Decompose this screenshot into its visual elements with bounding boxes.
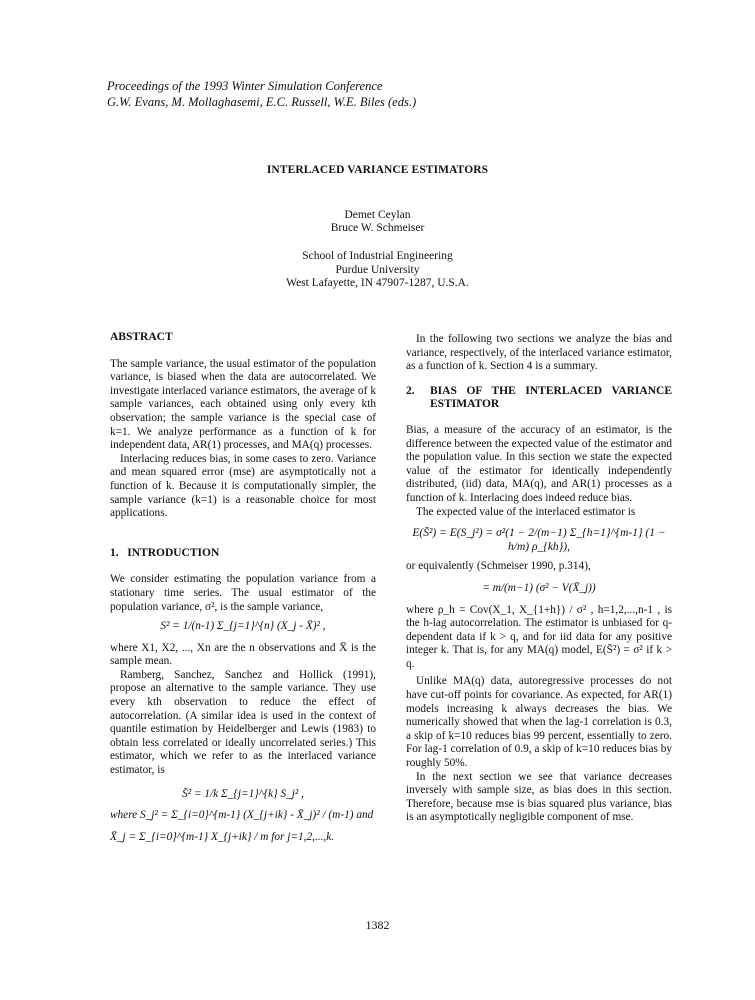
proceedings-title: Proceedings of the 1993 Winter Simulation Conference bbox=[107, 79, 383, 93]
left-column bbox=[110, 331, 376, 852]
intro-paragraph-1: We consider estimating the population variance from a stationary time series. The usual estimator of the population variance, σ², is the sample variance, bbox=[110, 573, 376, 613]
authors bbox=[0, 209, 755, 235]
introduction-heading: 1. INTRODUCTION bbox=[110, 546, 220, 559]
section-2-number: 2. bbox=[406, 384, 415, 397]
abstract-paragraph-2: Interlacing reduces bias, in some cases to zero. Variance and mean squared error (mse) are asymptotically not a function of k. Because it is computationally simpler, the sample variance (k=1) is a reasonable choice for most applications. bbox=[110, 452, 376, 520]
affiliation-school: School of Industrial Engineering bbox=[302, 250, 453, 262]
section-2-heading bbox=[406, 385, 672, 412]
author-2: Bruce W. Schmeiser bbox=[330, 222, 425, 234]
paper-title: INTERLACED VARIANCE ESTIMATORS bbox=[266, 164, 489, 176]
paragraph-bias-definition: Bias, a measure of the accuracy of an estimator, is the difference between the expected value of the estimator and the population value. In this section we state the expected value of the estimator for identically independently distributed, (iid) data, MA(q), and AR(1) processes as a function of k. Interlacing does indeed reduce bias. bbox=[406, 423, 672, 504]
paragraph-next-section: In the next section we see that variance decreases inversely with sample size, as bias does in this section. Therefore, because mse is bias squared plus variance, bias is an asymptotically negligible component of mse. bbox=[406, 770, 672, 824]
paragraph-expected-value: The expected value of the interlaced estimator is bbox=[416, 505, 636, 518]
intro-paragraph-2: Ramberg, Sanchez, Sanchez and Hollick (1991), propose an alternative to the sample variance. They use every kth observation to reduce the effect of autocorrelation. (A similar idea is used in the context of quantile estimation by Heidelberger and Lewis (1983) to obtain less correlated or ideally uncorrelated series.) This estimator, which we refer to as the interlaced variance estimator, is bbox=[110, 668, 376, 777]
affiliation-university: Purdue University bbox=[335, 263, 420, 276]
equation-interlaced-estimator: S̄² = 1/k Σ_{j=1}^{k} S_j² , bbox=[182, 787, 304, 800]
paragraph-autocorrelation: where ρ_h = Cov(X_1, X_{1+h}) / σ² , h=1,2,...,n-1 , is the h-lag autocorrelation. The estimator is unbiased for q-dependent data if k > q, and for iid data for any positive integer k. That is, for any MA(q) model, E(S̄²) = σ² if k > q. bbox=[406, 603, 672, 670]
equation-xbar-j-definition: X̄_j = Σ_{i=0}^{m-1} X_{j+ik} / m for j=1,2,...,k. bbox=[110, 830, 335, 843]
equation-equivalent-form: = m/(m−1) (σ² − V(X̄_j)) bbox=[482, 581, 596, 594]
paragraph-following-sections: In the following two sections we analyze the bias and variance, respectively, of the interlaced variance estimator, as a function of k. Section 4 is a summary. bbox=[406, 333, 672, 373]
equation-sample-variance: S² = 1/(n-1) Σ_{j=1}^{n} (X_j - X̄)² , bbox=[160, 620, 326, 633]
intro-paragraph-1b: where X1, X2, ..., Xn are the n observations and X̄ is the sample mean. bbox=[110, 641, 376, 668]
affiliation bbox=[0, 250, 755, 291]
proceedings-editors: G.W. Evans, M. Mollaghasemi, E.C. Russell, W.E. Biles (eds.) bbox=[107, 95, 417, 109]
author-1: Demet Ceylan bbox=[344, 209, 411, 221]
right-column bbox=[406, 333, 672, 825]
proceedings-header bbox=[107, 78, 416, 110]
page-number: 1382 bbox=[365, 918, 390, 932]
section-2-title: BIAS OF THE INTERLACED VARIANCE ESTIMATOR bbox=[430, 384, 672, 411]
paragraph-equivalently: or equivalently (Schmeiser 1990, p.314), bbox=[406, 560, 591, 573]
abstract-paragraph-1: The sample variance, the usual estimator of the population variance, is biased when the data are autocorrelated. We investigate interlaced variance estimators, the average of k sample variances, each obtained using only every kth observation; the sample variance is the special case of k=1. We analyze performance as a function of k for independent data, AR(1) processes, and MA(q) processes. bbox=[110, 357, 376, 452]
affiliation-address: West Lafayette, IN 47907-1287, U.S.A. bbox=[286, 277, 469, 289]
abstract-heading: ABSTRACT bbox=[110, 331, 173, 343]
paragraph-autoregressive: Unlike MA(q) data, autoregressive processes do not have cut-off points for covariance. As expected, for AR(1) models increasing k always decreases the bias. We numerically showed that when the lag-1 correlation is 0.3, a skip of k=10 reduces bias 99 percent, essentially to zero. For lag-1 correlation of 0.9, a skip of k=10 reduces bias by roughly 50%. bbox=[406, 675, 672, 770]
equation-expected-value: E(S̄²) = E(S_j²) = σ²(1 − 2/(m−1) Σ_{h=1}^{m-1} (1 − h/m) ρ_{kh}), bbox=[412, 527, 666, 553]
equation-sj-definition: where S_j² = Σ_{i=0}^{m-1} (X_{j+ik} - X̄_j)² / (m-1) and bbox=[110, 809, 374, 822]
